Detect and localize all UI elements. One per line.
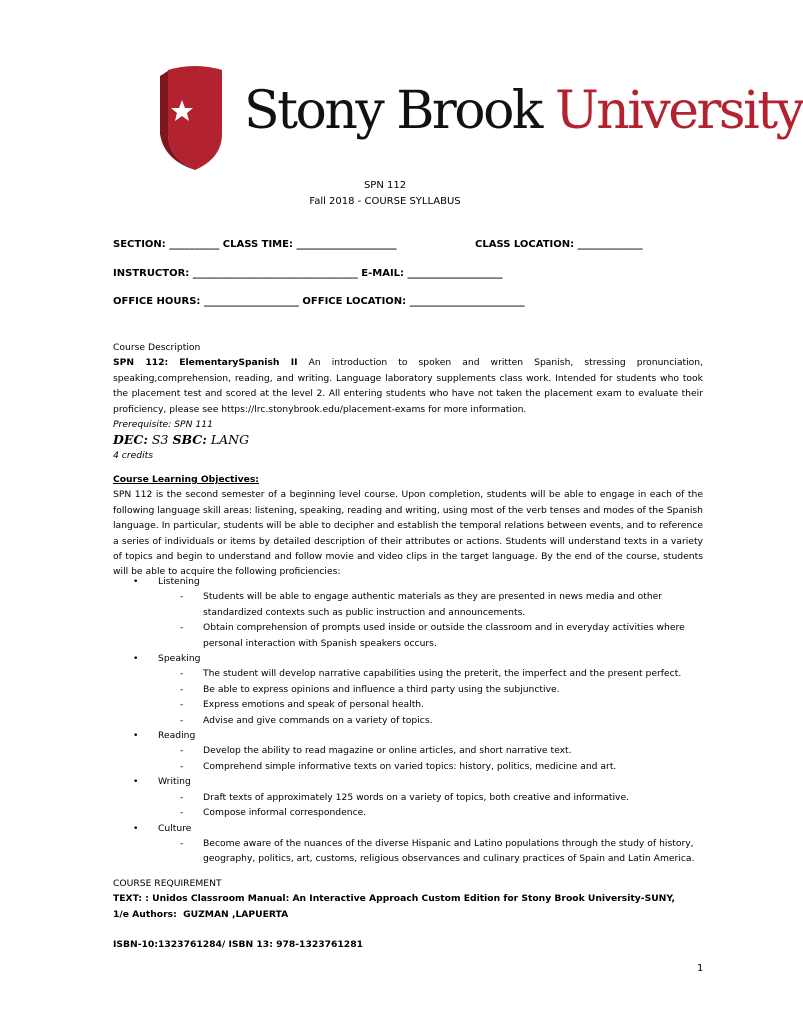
section-line [113,239,396,250]
objectives-heading: Course Learning Objectives: [113,474,259,485]
list-item: - The student will develop narrative capabilities using the preterit, the imperfect and the present perfect. [113,666,713,681]
email-field: E-MAIL: ___________________ [361,268,503,279]
list-item: - Draft texts of approximately 125 words on a variety of topics, both creative and informative. [113,790,713,805]
list-item: - Obtain comprehension of prompts used inside or outside the classroom and in everyday activities where personal interaction with Spanish speakers occurs. [113,620,713,651]
page-number: 1 [697,963,704,974]
prerequisite: Prerequisite: SPN 111 [113,419,213,431]
list-item: - Advise and give commands on a variety of topics. [113,713,713,728]
list-item: - Express emotions and speak of personal health. [113,697,713,712]
section-field: SECTION: __________ [113,239,220,250]
list-item: - Develop the ability to read magazine or online articles, and short narrative text. [113,743,713,758]
isbn: ISBN-10:1323761284/ ISBN 13: 978-1323761281 [113,939,363,951]
office-line [113,296,525,307]
authors: 1/e Authors: GUZMAN ,LAPUERTA [113,908,289,920]
office-location-field: OFFICE LOCATION: _______________________ [302,296,525,307]
objectives-list [113,574,713,867]
office-hours-field: OFFICE HOURS: ___________________ [113,296,299,307]
objectives-intro: SPN 112 is the second semester of a beginning level course. Upon completion, students will be able to engage in each of the following language skill areas: listening, speaking, reading and writing, using most of the verb tenses and modes of the Spanish language. In particular, students will be able to decipher and establish the temporal relations between events, and to reference a series of individuals or items by detailed description of their attributes or actions. Students will understand texts in a variety of topics and begin to understand and follow movie and video clips in the target language. By the end of the course, students will be able to acquire the following proficiencies: [113,489,703,578]
list-item: • Listening [113,574,713,589]
course-code: SPN 112 [363,180,407,191]
course-description [113,340,703,463]
list-item: • Speaking [113,651,713,666]
logo-wordmark: Stony Brook University [244,81,803,141]
list-item: - Be able to express opinions and influence a third party using the subjunctive. [113,682,713,697]
textbook: TEXT: : Unidos Classroom Manual: An Interactive Approach Custom Edition for Stony Brook University-SUNY, [113,893,675,905]
description-heading: Course Description [113,342,201,353]
class-location-field: CLASS LOCATION: _____________ [475,239,643,250]
list-item: - Comprehend simple informative texts on varied topics: history, politics, medicine and art. [113,759,713,774]
list-item: • Culture [113,821,713,836]
list-item: - Students will be able to engage authentic materials as they are presented in news media and other standardized contexts such as public instruction and announcements. [113,589,713,620]
credits: 4 credits [113,449,154,461]
requirement-heading: COURSE REQUIREMENT [113,878,222,889]
objectives-intro-block [113,472,703,580]
syllabus-title: Fall 2018 - COURSE SYLLABUS [309,196,461,207]
shield-star-icon [160,62,230,172]
class-time-field: CLASS TIME: ____________________ [222,239,397,250]
list-item: • Reading [113,728,713,743]
instructor-field: INSTRUCTOR: _________________________________ [113,268,358,279]
dec-sbc: DEC: S3 SBC: LANG [113,432,250,448]
description-paragraph: SPN 112: ElementarySpanish II An introduction to spoken and written Spanish, stressing pronunciation, speaking,comprehension, reading, and writing. Language laboratory supplements class work. Intended for students who took the placement test and scored at the level 2. All entering students who have not taken the placement exam to evaluate their proficiency, please see https://lrc.stonybrook.edu/placement-exams for more information. [113,357,704,415]
list-item: - Become aware of the nuances of the diverse Hispanic and Latino populations through the study of history, geography, politics, art, customs, religious observances and culinary practices of Spain and Latin America. [113,836,713,867]
course-requirement [113,876,703,953]
instructor-line [113,268,503,279]
list-item: • Writing [113,774,713,789]
list-item: - Compose informal correspondence. [113,805,713,820]
university-logo [160,62,803,172]
